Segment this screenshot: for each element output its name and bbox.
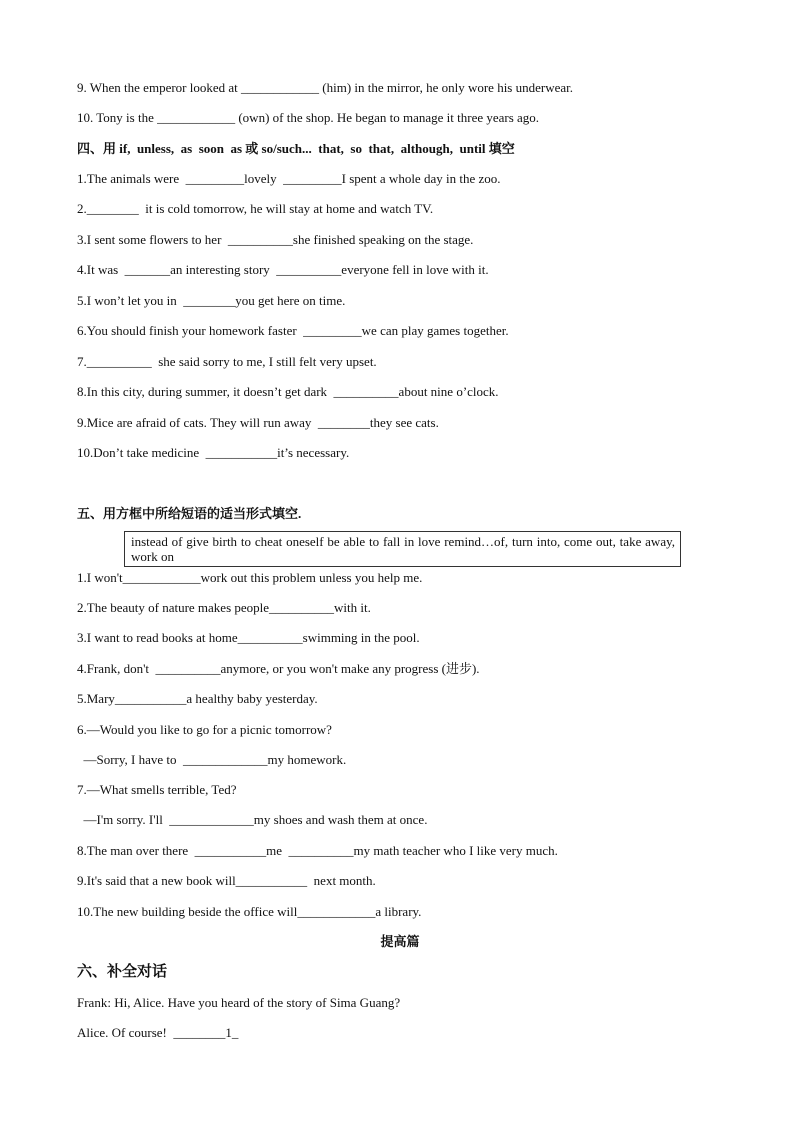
part5-answer-line: —I'm sorry. I'll _____________my shoes and wash them at once. (77, 812, 428, 827)
part3-question-9: 9. When the emperor looked at ____________ (him) in the mirror, he only wore his underwear. (77, 80, 574, 95)
part4-question: 5.I won’t let you in ________you get here on time. (77, 293, 346, 308)
part5-question: 3.I want to read books at home__________swimming in the pool. (77, 630, 420, 645)
part3-question-10: 10. Tony is the ____________ (own) of the shop. He began to manage it three years ago. (77, 110, 540, 125)
part5-question: 1.I won't____________work out this problem unless you help me. (77, 570, 423, 585)
part4-question: 8.In this city, during summer, it doesn’t get dark __________about nine o’clock. (77, 384, 499, 399)
dialogue-line: Alice. Of course! ________1_ (77, 1025, 239, 1040)
part6-heading: 六、补全对话 (77, 964, 168, 980)
part4-question: 10.Don’t take medicine ___________it’s necessary. (77, 445, 350, 460)
part5-question: 4.Frank, don't __________anymore, or you won't make any progress (进步). (77, 661, 480, 676)
phrase-box: instead of give birth to cheat oneself be able to fall in love remind…of, turn into, come out, take away, work on (124, 531, 681, 567)
part5-question: 9.It's said that a new book will___________ next month. (77, 873, 376, 888)
part4-question: 6.You should finish your homework faster _________we can play games together. (77, 323, 509, 338)
part5-question: 7.—What smells terrible, Ted? (77, 782, 237, 797)
part5-question: 10.The new building beside the office will____________a library. (77, 904, 422, 919)
section-title: 提高篇 (380, 934, 420, 949)
part4-question: 1.The animals were _________lovely _________I spent a whole day in the zoo. (77, 171, 501, 186)
part5-answer-line: —Sorry, I have to _____________my homework. (77, 752, 347, 767)
part4-question: 3.I sent some flowers to her __________she finished speaking on the stage. (77, 232, 474, 247)
part4-heading: 四、用 if, unless, as soon as 或 so/such... that, so that, although, until 填空 (77, 141, 515, 156)
part5-heading: 五、用方框中所给短语的适当形式填空. (77, 506, 302, 521)
part5-question: 2.The beauty of nature makes people__________with it. (77, 600, 371, 615)
dialogue-line: Frank: Hi, Alice. Have you heard of the story of Sima Guang? (77, 995, 401, 1010)
part4-question: 7.__________ she said sorry to me, I still felt very upset. (77, 354, 377, 369)
part5-question: 5.Mary___________a healthy baby yesterday. (77, 691, 318, 706)
part4-question: 9.Mice are afraid of cats. They will run away ________they see cats. (77, 415, 439, 430)
part5-question: 6.—Would you like to go for a picnic tomorrow? (77, 722, 332, 737)
part4-question: 2.________ it is cold tomorrow, he will stay at home and watch TV. (77, 201, 434, 216)
part4-question: 4.It was _______an interesting story __________everyone fell in love with it. (77, 262, 489, 277)
part5-question: 8.The man over there ___________me __________my math teacher who I like very much. (77, 843, 558, 858)
